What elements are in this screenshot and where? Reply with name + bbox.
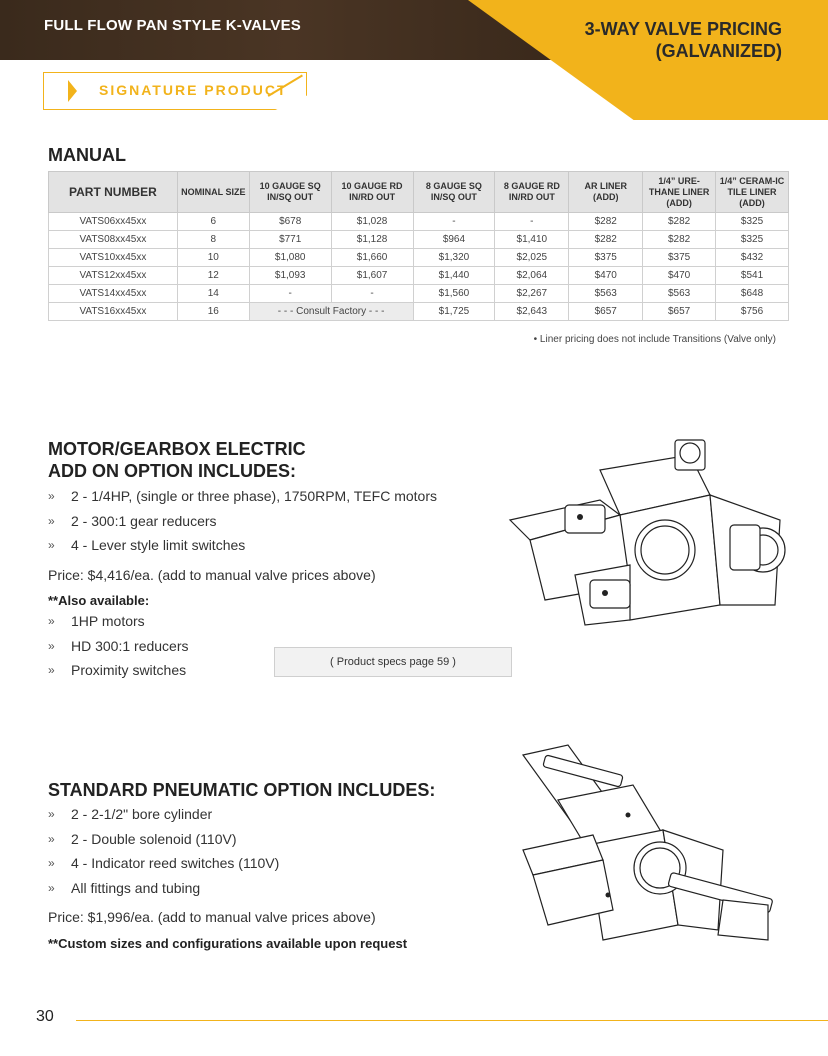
table-cell: $678 — [249, 213, 331, 231]
consult-factory-cell: - - - Consult Factory - - - — [249, 303, 413, 321]
table-cell: 10 — [177, 249, 249, 267]
column-header: PART NUMBER — [49, 172, 178, 213]
table-row — [49, 249, 789, 267]
table-cell: $375 — [569, 249, 643, 267]
table-cell: $325 — [716, 213, 789, 231]
table-cell: $282 — [569, 213, 643, 231]
pneumatic-valve-illustration — [518, 740, 778, 955]
list-item — [48, 533, 437, 558]
table-cell: 16 — [177, 303, 249, 321]
pneumatic-option-list — [48, 802, 279, 900]
list-item — [48, 484, 437, 509]
table-cell: $375 — [643, 249, 716, 267]
bullet-icon: » — [48, 663, 55, 678]
motor-heading — [48, 438, 306, 482]
product-specs-link[interactable]: ( Product specs page 59 ) — [274, 647, 512, 677]
pricing-table — [48, 171, 789, 321]
list-item — [48, 802, 279, 827]
bullet-icon: » — [48, 513, 55, 528]
column-header: 8 GAUGE SQ IN/SQ OUT — [413, 172, 495, 213]
liner-note: • Liner pricing does not include Transitions (Valve only) — [533, 334, 776, 345]
table-cell: $964 — [413, 231, 495, 249]
table-cell: $282 — [643, 213, 716, 231]
list-item-text: HD 300:1 reducers — [71, 637, 189, 654]
table-cell: $282 — [569, 231, 643, 249]
list-item-text: 2 - 300:1 gear reducers — [71, 512, 217, 529]
section-title: FULL FLOW PAN STYLE K-VALVES — [44, 17, 301, 34]
bullet-icon: » — [48, 831, 55, 846]
table-cell: VATS12xx45xx — [49, 267, 178, 285]
table-cell: 14 — [177, 285, 249, 303]
table-cell: VATS06xx45xx — [49, 213, 178, 231]
table-cell: $1,660 — [331, 249, 413, 267]
list-item-text: Proximity switches — [71, 662, 187, 679]
page-title — [482, 18, 782, 62]
list-item-text: 2 - 1/4HP, (single or three phase), 1750RPM, TEFC motors — [71, 488, 437, 505]
table-cell: $432 — [716, 249, 789, 267]
table-cell: VATS14xx45xx — [49, 285, 178, 303]
column-header: NOMINAL SIZE — [177, 172, 249, 213]
column-header: AR LINER (ADD) — [569, 172, 643, 213]
badge-label: SIGNATURE PRODUCT — [99, 82, 288, 98]
table-cell: $541 — [716, 267, 789, 285]
table-cell: $2,025 — [495, 249, 569, 267]
list-item-text: 4 - Lever style limit switches — [71, 537, 246, 554]
table-cell: $1,440 — [413, 267, 495, 285]
list-item — [48, 658, 189, 683]
table-cell: VATS16xx45xx — [49, 303, 178, 321]
table-cell: 8 — [177, 231, 249, 249]
manual-heading: MANUAL — [48, 145, 126, 165]
table-cell: $1,093 — [249, 267, 331, 285]
table-cell: - — [495, 213, 569, 231]
table-cell: $325 — [716, 231, 789, 249]
table-row — [49, 267, 789, 285]
table-cell: 12 — [177, 267, 249, 285]
table-cell: $1,607 — [331, 267, 413, 285]
table-cell: $2,064 — [495, 267, 569, 285]
table-cell: $1,128 — [331, 231, 413, 249]
table-cell: $2,643 — [495, 303, 569, 321]
table-cell: $470 — [569, 267, 643, 285]
table-cell: - — [249, 285, 331, 303]
table-cell: $2,267 — [495, 285, 569, 303]
table-cell: $771 — [249, 231, 331, 249]
table-row — [49, 303, 789, 321]
table-cell: VATS08xx45xx — [49, 231, 178, 249]
table-row — [49, 231, 789, 249]
table-cell: 6 — [177, 213, 249, 231]
list-item — [48, 634, 189, 659]
arrow-icon — [68, 80, 77, 102]
bullet-icon: » — [48, 856, 55, 871]
column-header: 10 GAUGE SQ IN/SQ OUT — [249, 172, 331, 213]
table-cell: $648 — [716, 285, 789, 303]
column-header: 8 GAUGE RD IN/RD OUT — [495, 172, 569, 213]
bullet-icon: » — [48, 880, 55, 895]
list-item-text: 4 - Indicator reed switches (110V) — [71, 855, 280, 872]
motor-heading-line1: MOTOR/GEARBOX ELECTRIC — [48, 439, 306, 459]
list-item — [48, 509, 437, 534]
bullet-icon: » — [48, 614, 55, 629]
table-row — [49, 285, 789, 303]
page-title-line2: (GALVANIZED) — [655, 41, 782, 61]
list-item — [48, 827, 279, 852]
footer-rule — [76, 1020, 828, 1021]
list-item — [48, 851, 279, 876]
table-cell: $756 — [716, 303, 789, 321]
table-cell: $657 — [569, 303, 643, 321]
table-cell: $563 — [569, 285, 643, 303]
table-cell: $1,028 — [331, 213, 413, 231]
list-item — [48, 876, 279, 901]
table-cell: $1,410 — [495, 231, 569, 249]
list-item-text: 2 - Double solenoid (110V) — [71, 830, 237, 847]
column-header: 1/4” URE-THANE LINER (ADD) — [643, 172, 716, 213]
table-cell: - — [331, 285, 413, 303]
table-cell: - — [413, 213, 495, 231]
also-available-label: **Also available: — [48, 593, 150, 608]
bullet-icon: » — [48, 807, 55, 822]
bullet-icon: » — [48, 489, 55, 504]
motor-heading-line2: ADD ON OPTION INCLUDES: — [48, 461, 297, 481]
column-header: 10 GAUGE RD IN/RD OUT — [331, 172, 413, 213]
pneumatic-price: Price: $1,996/ea. (add to manual valve prices above) — [48, 909, 376, 925]
list-item — [48, 609, 189, 634]
page-number: 30 — [36, 1008, 54, 1025]
table-cell: $1,320 — [413, 249, 495, 267]
bullet-icon: » — [48, 638, 55, 653]
custom-note: **Custom sizes and configurations available upon request — [48, 936, 408, 951]
table-cell: $1,560 — [413, 285, 495, 303]
pneumatic-heading: STANDARD PNEUMATIC OPTION INCLUDES: — [48, 780, 436, 800]
table-header-row — [49, 172, 789, 213]
table-cell: $282 — [643, 231, 716, 249]
table-cell: $470 — [643, 267, 716, 285]
bullet-icon: » — [48, 538, 55, 553]
list-item-text: All fittings and tubing — [71, 879, 201, 896]
list-item-text: 1HP motors — [71, 613, 145, 630]
page-title-line1: 3-WAY VALVE PRICING — [584, 19, 782, 39]
table-cell: VATS10xx45xx — [49, 249, 178, 267]
motorized-valve-illustration — [505, 425, 795, 630]
motor-price: Price: $4,416/ea. (add to manual valve prices above) — [48, 567, 376, 583]
also-available-list — [48, 609, 189, 683]
table-cell: $657 — [643, 303, 716, 321]
table-cell: $1,080 — [249, 249, 331, 267]
table-cell: $1,725 — [413, 303, 495, 321]
motor-option-list — [48, 484, 437, 558]
list-item-text: 2 - 2-1/2" bore cylinder — [71, 806, 213, 823]
table-cell: $563 — [643, 285, 716, 303]
column-header: 1/4” CERAM-IC TILE LINER (ADD) — [716, 172, 789, 213]
table-row — [49, 213, 789, 231]
